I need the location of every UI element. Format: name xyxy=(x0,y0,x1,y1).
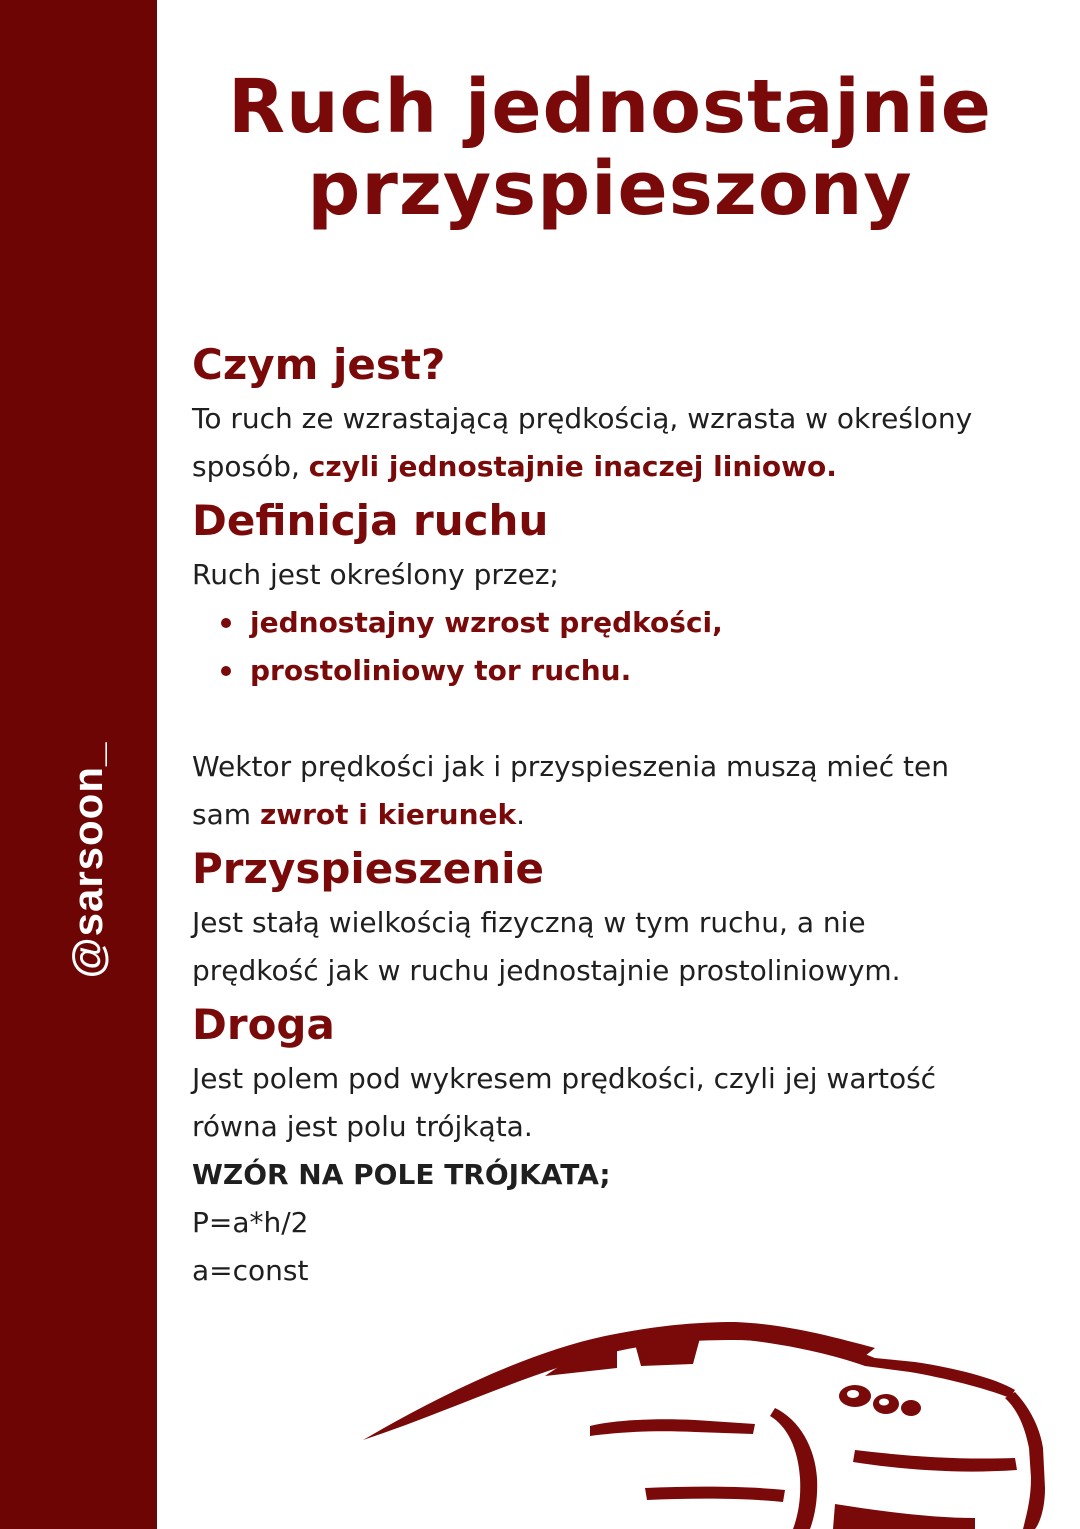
title-line-2: przyspieszony xyxy=(307,146,913,232)
definition-list xyxy=(192,599,982,695)
section-czym-jest xyxy=(192,335,982,491)
highlight-text: czyli jednostajnie inaczej liniowo. xyxy=(308,450,837,483)
sidebar-band xyxy=(0,0,157,1529)
wektor-text xyxy=(192,743,982,839)
highlight-text: zwrot i kierunek xyxy=(259,798,517,831)
list-item: prostoliniowy tor ruchu. xyxy=(250,647,982,695)
main-content xyxy=(192,335,982,1295)
section-text xyxy=(192,395,982,491)
section-droga xyxy=(192,995,982,1295)
author-handle: @sarsoon_ xyxy=(64,741,111,979)
section-intro: Ruch jest określony przez; xyxy=(192,558,559,591)
section-text: Jest polem pod wykresem prędkości, czyli jej wartość równa jest polu trójkąta. xyxy=(192,1062,937,1143)
page-title xyxy=(180,66,1040,230)
formula-line: a=const xyxy=(192,1254,309,1287)
sentence-end: . xyxy=(516,798,526,831)
body-text: To ruch ze wzrastającą prędkością, wzrasta w określony sposób, xyxy=(192,402,973,483)
section-przyspieszenie xyxy=(192,839,982,995)
list-item: jednostajny wzrost prędkości, xyxy=(250,599,982,647)
formula-label: WZÓR NA POLE TRÓJKATA; xyxy=(192,1158,611,1191)
section-heading: Przyspieszenie xyxy=(192,844,544,893)
section-heading: Definicja ruchu xyxy=(192,496,549,545)
section-text: Jest stałą wielkością fizyczną w tym ruchu, a nie prędkość jak w ruchu jednostajnie prostoliniowym. xyxy=(192,906,901,987)
car-icon xyxy=(355,1308,1055,1529)
section-heading: Czym jest? xyxy=(192,340,446,389)
section-heading: Droga xyxy=(192,1000,335,1049)
formula-line: P=a*h/2 xyxy=(192,1206,309,1239)
section-definicja xyxy=(192,491,982,839)
title-line-1: Ruch jednostajnie xyxy=(228,64,992,150)
body-text: Wektor prędkości jak i przyspieszenia muszą mieć ten sam xyxy=(192,750,949,831)
